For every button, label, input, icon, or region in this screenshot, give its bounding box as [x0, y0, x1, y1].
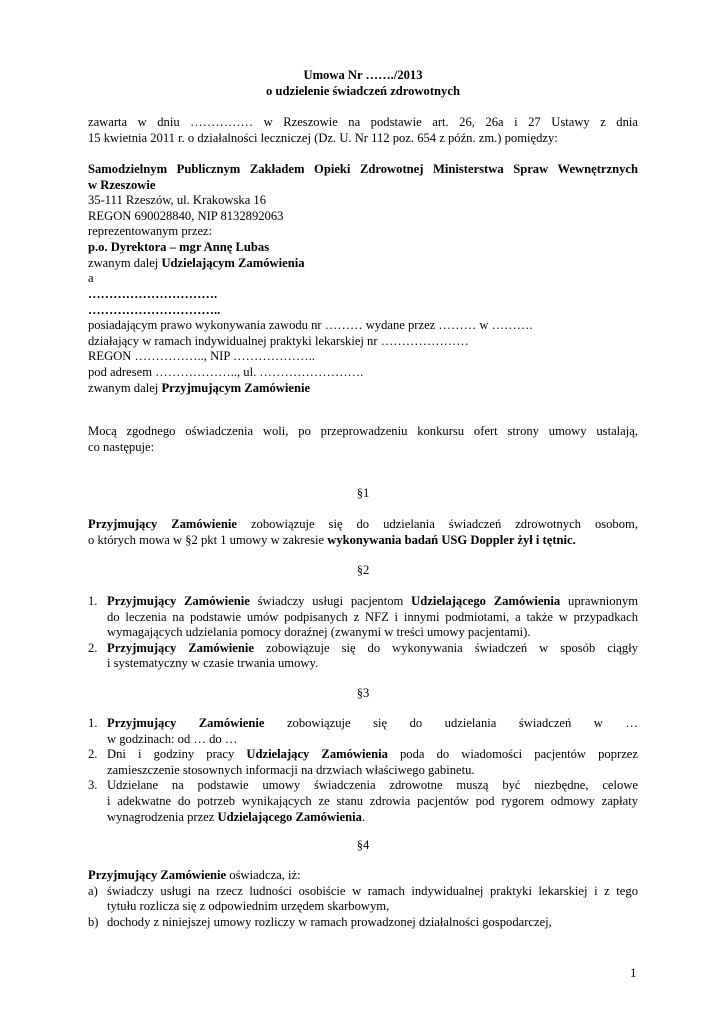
party2-practice: działający w ramach indywidualnej praktyki lekarskiej nr …………………	[88, 333, 469, 348]
section-1-line: Przyjmujący Zamówienie zobowiązuje się do udzielania świadczeń zdrowotnych osobom,	[88, 517, 638, 531]
party-ordering	[88, 162, 638, 287]
party2-address: pod adresem ……………….., ul. …………………….	[88, 364, 364, 379]
list-item: 3. Udzielane na podstawie umowy świadczenia zdrowotne muszą być niezbędne, celowe i adekwatne do potrzeb wynikających ze stanu zdrowia pacjentów pod rygorem odmowy zapłaty wynagrodzenia przez Udzielającego Zamówienia.	[88, 778, 638, 824]
section-4-lead: Przyjmujący Zamówienie oświadcza, iż:	[88, 868, 301, 882]
preamble	[88, 424, 638, 455]
party1-address: 35-111 Rzeszów, ul. Krakowska 16	[88, 193, 267, 208]
party1-representative: p.o. Dyrektora – mgr Annę Lubas	[88, 239, 270, 254]
party2-blank-name: ………………………….	[88, 287, 218, 301]
list-item: a) świadczy usługi na rzecz ludności osobiście w ramach indywidualnej praktyki lekarskiej i z tego tytułu rozlicza się z odpowiednim urzędem skarbowym,	[88, 883, 638, 914]
party1-name-line: w Rzeszowie	[88, 177, 156, 192]
section-2-body	[88, 594, 638, 672]
party2-designation: zwanym dalej Przyjmującym Zamówienie	[88, 380, 311, 395]
section-3-body	[88, 716, 638, 825]
list-item: 2. Przyjmujący Zamówienie zobowiązuje się do wykonywania świadczeń w sposób ciągły i systematyczny w czasie trwania umowy.	[88, 640, 638, 671]
document-header	[88, 68, 638, 99]
party-accepting	[88, 287, 638, 396]
section-heading-4: §4	[356, 838, 370, 852]
party1-name-line: Samodzielnym Publicznym Zakładem Opieki Zdrowotnej Ministerstwa Spraw Wewnętrznych	[88, 162, 638, 176]
party2-license: posiadającym prawo wykonywania zawodu nr ……… wydane przez ……… w ……….	[88, 318, 533, 333]
list-item: 2. Dni i godziny pracy Udzielający Zamówienia poda do wiadomości pacjentów poprzez zamieszczenie stosownych informacji na drzwiach właściwego gabinetu.	[88, 747, 638, 777]
contract-title: Umowa Nr ……./2013	[303, 68, 423, 82]
contract-subtitle: o udzielenie świadczeń zdrowotnych	[266, 83, 460, 98]
list-item: 1. Przyjmujący Zamówienie świadczy usługi pacjentom Udzielającego Zamówienia uprawnionym do leczenia na podstawie umów podpisanych z NFZ i innymi podmiotami, a także w przypadkach wymagających udzielania pomocy doraźnej (zwanymi w treści umowy pacjentami).	[88, 594, 638, 640]
intro-paragraph	[88, 115, 638, 146]
list-item: b) dochody z niniejszej umowy rozliczy w ramach prowadzonej działalności gospodarczej,	[88, 914, 552, 929]
section-heading-1: §1	[356, 486, 370, 500]
section-1-body	[88, 517, 638, 548]
conjunction: a	[88, 271, 94, 286]
section-1-line: o których mowa w §2 pkt 1 umowy w zakresie wykonywania badań USG Doppler żył i tętnic.	[88, 532, 576, 547]
page-number: 1	[630, 965, 637, 980]
section-heading-3: §3	[356, 686, 370, 700]
preamble-line: Mocą zgodnego oświadczenia woli, po przeprowadzeniu konkursu ofert strony umowy ustalają,	[88, 424, 638, 438]
list-item: 1. Przyjmujący Zamówienie zobowiązuje się do udzielania świadczeń w … w godzinach: od … do …	[88, 716, 638, 746]
party1-designation: zwanym dalej Udzielającym Zamówienia	[88, 255, 305, 270]
party1-representation-label: reprezentowanym przez:	[88, 224, 213, 239]
preamble-line: co następuje:	[88, 439, 155, 454]
party2-blank-name: …………………………..	[88, 302, 221, 317]
intro-line: 15 kwietnia 2011 r. o działalności leczniczej (Dz. U. Nr 112 poz. 654 z późn. zm.) pomiędzy:	[88, 130, 558, 145]
section-4-body	[88, 868, 638, 930]
party2-regon-nip: REGON …………….., NIP ………………..	[88, 349, 315, 364]
intro-line: zawarta w dniu …………… w Rzeszowie na podstawie art. 26, 26a i 27 Ustawy z dnia	[88, 115, 638, 129]
section-heading-2: §2	[356, 563, 370, 577]
party1-regon-nip: REGON 690028840, NIP 8132892063	[88, 208, 284, 223]
